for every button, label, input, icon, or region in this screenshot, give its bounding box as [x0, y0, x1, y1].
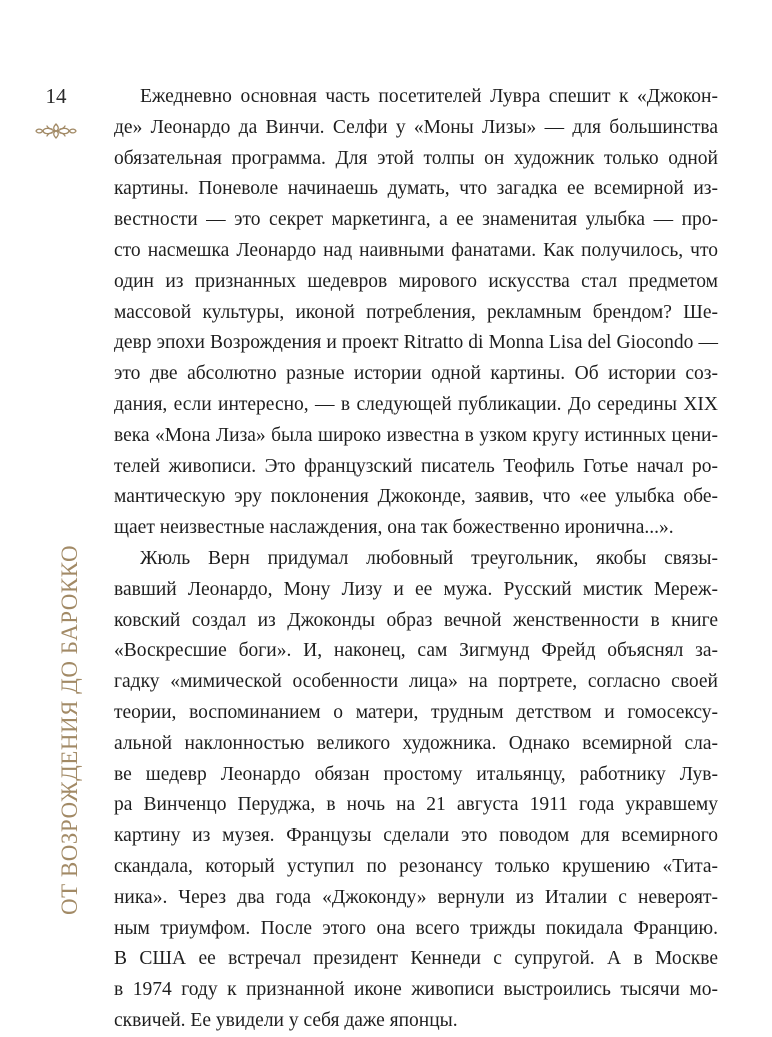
text-line: обязательная программа. Для этой толпы он художник только одной [114, 147, 718, 169]
text-line: ковский создал из Джоконды образ вечной женственности в книге [114, 609, 718, 631]
text-line: картину из музея. Французы сделали это поводом для всемирного [114, 825, 718, 847]
text-line: ве шедевр Леонардо обязан простому итальянцу, работнику Лув- [114, 763, 718, 785]
text-line: вавший Леонардо, Мону Лизу и ее мужа. Русский мистик Мереж- [114, 578, 718, 600]
text-line: картины. Поневоле начинаешь думать, что загадка ее всемирной из- [114, 178, 718, 200]
text-line: один из признанных шедевров мирового искусства стал предметом [114, 270, 718, 292]
text-line: альной наклонностью великого художника. Однако всемирной сла- [114, 732, 718, 754]
text-line: де» Леонардо да Винчи. Селфи у «Моны Лизы» — для большинства [114, 116, 718, 138]
text-line: ра Винченцо Перуджа, в ночь на 21 августа 1911 года укравшему [114, 794, 718, 816]
page-number: 14 [45, 84, 67, 108]
text-line: ным триумфом. После этого она всего трижды покидала Францию. [114, 917, 718, 939]
paragraph-1 [114, 82, 718, 544]
text-line: В США ее встречал президент Кеннеди с супругой. А в Москве [114, 948, 718, 970]
text-line: «Воскресшие боги». И, наконец, сам Зигмунд Фрейд объяснял за- [114, 640, 718, 662]
text-line: мантическую эру поклонения Джоконде, заявив, что «ее улыбка обе- [114, 486, 718, 508]
text-line: вестности — это секрет маркетинга, а ее знаменитая улыбка — про- [114, 209, 718, 231]
body-text [114, 82, 718, 1037]
floral-ornament-icon [33, 121, 79, 141]
text-line: Ежедневно основная часть посетителей Лувра спешит к «Джокон- [140, 86, 718, 107]
text-line: века «Мона Лиза» была широко известна в узком кругу истинных цени- [114, 424, 718, 446]
text-line: ника». Через два года «Джоконду» вернули из Италии с невероят- [114, 886, 718, 908]
text-line: это две абсолютно разные истории одной картины. Об истории соз- [114, 363, 718, 385]
text-line: девр эпохи Возрождения и проект Ritratto di Monna Lisa del Giocondo — [114, 332, 718, 354]
text-line: в 1974 году к признанной иконе живописи выстроились тысячи мо- [114, 979, 718, 1001]
text-line: гадку «мимической особенности лица» на портрете, согласно своей [114, 671, 718, 693]
text-line: Жюль Верн придумал любовный треугольник, якобы связы- [140, 547, 718, 569]
text-line: сквичей. Ее увидели у себя даже японцы. [114, 1009, 458, 1031]
text-line: теории, воспоминанием о матери, трудным детством и гомосексу- [114, 701, 718, 723]
text-line: телей живописи. Это французский писатель Теофиль Готье начал ро- [114, 455, 718, 477]
running-head: ОТ ВОЗРОЖДЕНИЯ ДО БАРОККО [57, 544, 82, 915]
text-line: щает неизвестные наслаждения, она так божественно иронична...». [114, 517, 674, 539]
text-line: скандала, который уступил по резонансу только крушению «Тита- [114, 855, 718, 877]
text-line: сто насмешка Леонардо над наивными фанатами. Как получилось, что [114, 239, 718, 261]
text-line: массовой культуры, иконой потребления, рекламным брендом? Ше- [114, 301, 718, 323]
text-line: дания, если интересно, — в следующей публикации. До середины XIX [114, 393, 718, 415]
paragraph-2 [114, 544, 718, 1037]
